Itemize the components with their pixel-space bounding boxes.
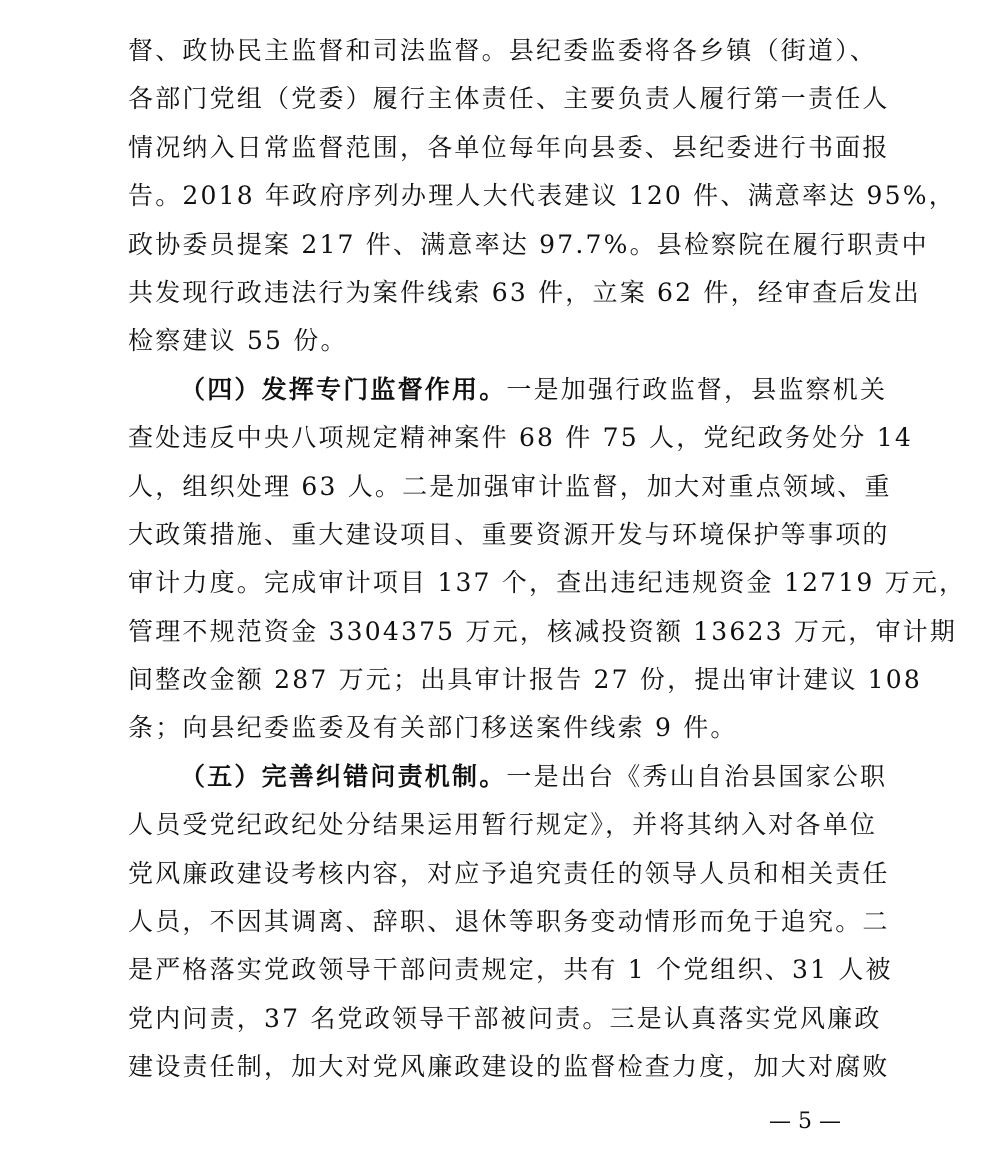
text-line: 共发现行政违法行为案件线索 63 件，立案 62 件，经审查后发出: [128, 277, 922, 307]
text-line: 检察建议 55 份。: [128, 326, 348, 356]
text-line: 是严格落实党政领导干部问责规定，共有 1 个党组织、31 人被: [128, 955, 893, 985]
document-body: [128, 27, 967, 1092]
text-line: 间整改金额 287 万元；出具审计报告 27 份，提出审计建议 108: [128, 665, 922, 695]
text-line: [128, 366, 888, 414]
text-line: 党风廉政建设考核内容，对应予追究责任的领导人员和相关责任: [128, 858, 890, 888]
text-run: 一是出台《秀山自治县国家公职: [506, 761, 888, 791]
page-number: — 5 —: [769, 1109, 841, 1134]
section-heading: （四）发挥专门监督作用。: [180, 374, 507, 404]
text-line: 党内问责，37 名党政领导干部被问责。三是认真落实党风廉政: [128, 1003, 882, 1033]
section-heading: （五）完善纠错问责机制。: [180, 761, 507, 791]
paragraph-supervision-reports: [128, 27, 956, 366]
text-line: [128, 753, 888, 801]
text-line: 查处违反中央八项规定精神案件 68 件 75 人，党纪政务处分 14: [128, 423, 913, 453]
text-line: 人，组织处理 63 人。二是加强审计监督，加大对重点领域、重: [128, 471, 892, 501]
text-line: 告。2018 年政府序列办理人大代表建议 120 件、满意率达 95%，: [128, 181, 956, 211]
text-line: 人员受党纪政纪处分结果运用暂行规定》，并将其纳入对各单位: [128, 810, 878, 840]
paragraph-accountability: [128, 753, 893, 1092]
text-line: 政协委员提案 217 件、满意率达 97.7%。县检察院在履行职责中: [128, 229, 929, 259]
text-line: 审计力度。完成审计项目 137 个，查出违纪违规资金 12719 万元，: [128, 568, 967, 598]
text-line: 各部门党组（党委）履行主体责任、主要负责人履行第一责任人: [128, 84, 890, 114]
text-line: 建设责任制，加大对党风廉政建设的监督检查力度，加大对腐败: [128, 1052, 890, 1082]
text-line: 管理不规范资金 3304375 万元，核减投资额 13623 万元，审计期: [128, 616, 958, 646]
text-line: 情况纳入日常监督范围，各单位每年向县委、县纪委进行书面报: [128, 132, 890, 162]
paragraph-special-supervision: [128, 366, 967, 753]
text-line: 条；向县纪委监委及有关部门移送案件线索 9 件。: [128, 713, 738, 743]
text-line: 督、政协民主监督和司法监督。县纪委监委将各乡镇（街道）、: [128, 36, 878, 65]
text-run: 一是加强行政监督，县监察机关: [506, 374, 888, 404]
text-line: 人员，不因其调离、辞职、退休等职务变动情形而免于追究。二: [128, 907, 890, 937]
text-line: 大政策措施、重大建设项目、重要资源开发与环境保护等事项的: [128, 519, 890, 549]
